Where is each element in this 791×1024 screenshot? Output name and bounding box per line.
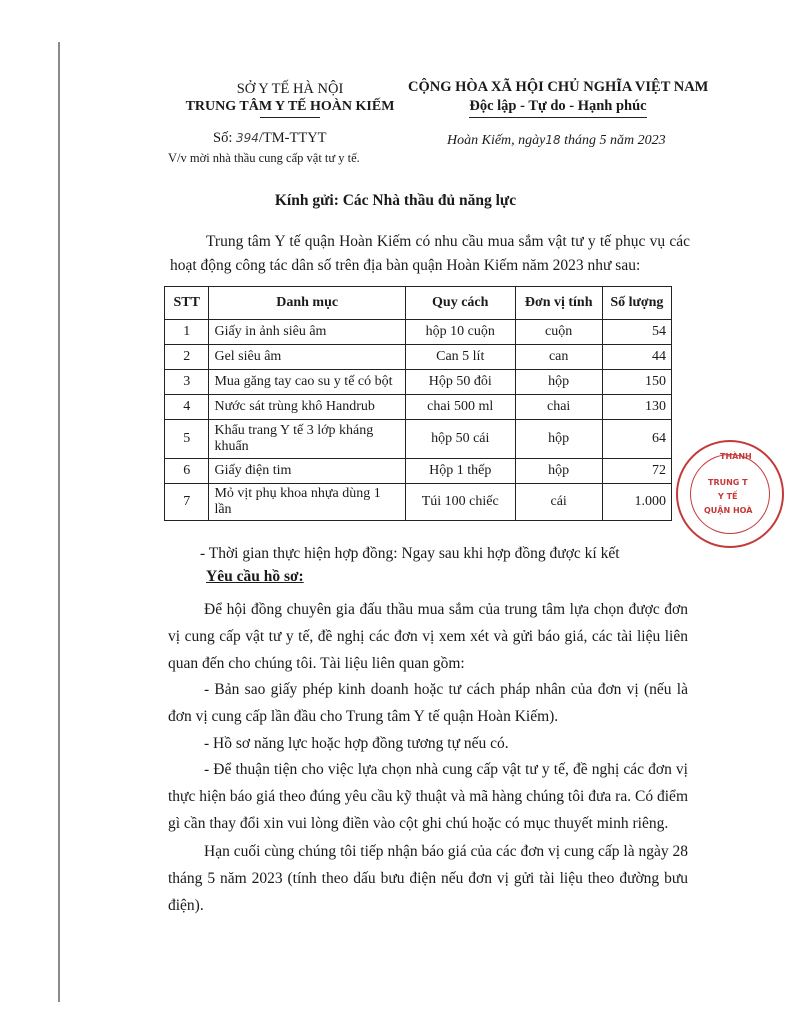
supplies-table (164, 286, 672, 521)
cell-quantity: 54 (602, 320, 671, 345)
col-header-unit: Đơn vị tính (515, 287, 602, 320)
cell-stt: 6 (165, 459, 209, 484)
col-header-item: Danh mục (209, 287, 405, 320)
deadline-paragraph: Hạn cuối cùng chúng tôi tiếp nhận báo giá của các đơn vị cung cấp là ngày 28 tháng 5 năm 2023 (tính theo dấu bưu điện nếu đơn vị gửi tài liệu theo đường bưu điện). (168, 843, 688, 914)
table-header-row (165, 287, 672, 320)
capability-paragraph: - Hồ sơ năng lực hoặc hợp đồng tương tự nếu có. (204, 735, 509, 752)
header-left (170, 80, 410, 118)
cell-item: Giấy in ảnh siêu âm (209, 320, 405, 345)
salutation: Kính gửi: Các Nhà thầu đủ năng lực (274, 192, 517, 209)
date-prefix: Hoàn Kiếm, ngày (447, 133, 546, 148)
cell-unit: cái (515, 484, 602, 521)
cell-unit: chai (515, 395, 602, 420)
date-day-handwritten: 18 (545, 133, 561, 147)
cell-unit: can (515, 345, 602, 370)
cell-item: Mua găng tay cao su y tế có bột (209, 370, 405, 395)
cell-spec: Túi 100 chiếc (405, 484, 515, 521)
cell-stt: 3 (165, 370, 209, 395)
cell-unit: hộp (515, 420, 602, 459)
cell-quantity: 44 (602, 345, 671, 370)
col-header-spec: Quy cách (405, 287, 515, 320)
document-date (447, 133, 666, 149)
license-copy-paragraph: - Bản sao giấy phép kinh doanh hoặc tư cách pháp nhân của đơn vị (nếu là đơn vị cung cấp lần đầu cho Trung tâm Y tế quận Hoàn Kiếm). (168, 681, 688, 725)
contract-time-line: - Thời gian thực hiện hợp đồng: Ngay sau khi hợp đồng được kí kết (200, 545, 620, 562)
table-row (165, 320, 672, 345)
cell-quantity: 64 (602, 420, 671, 459)
cell-quantity: 150 (602, 370, 671, 395)
intro-paragraph: Trung tâm Y tế quận Hoàn Kiếm có nhu cầu mua sắm vật tư y tế phục vụ các hoạt động công tác dân số trên địa bàn quận Hoàn Kiếm năm 2023 như sau: (170, 233, 690, 274)
table-row (165, 459, 672, 484)
cell-unit: hộp (515, 459, 602, 484)
cell-unit: cuộn (515, 320, 602, 345)
stamp-text-line4: QUẬN HOÀ (704, 506, 753, 515)
cell-unit: hộp (515, 370, 602, 395)
country-name: CỘNG HÒA XÃ HỘI CHỦ NGHĨA VIỆT NAM (408, 79, 709, 95)
cell-spec: hộp 10 cuộn (405, 320, 515, 345)
cell-item: Gel siêu âm (209, 345, 405, 370)
table-row (165, 484, 672, 521)
cell-quantity: 130 (602, 395, 671, 420)
cell-stt: 7 (165, 484, 209, 521)
cell-item: Nước sát trùng khô Handrub (209, 395, 405, 420)
agency-name: SỞ Y TẾ HÀ NỘI (236, 81, 344, 97)
requirements-heading: Yêu cầu hồ sơ: (206, 568, 304, 585)
document-subject: V/v mời nhà thầu cung cấp vật tư y tế. (168, 151, 360, 165)
header-right (408, 78, 708, 118)
stamp-text-top: THÀNH (720, 452, 752, 461)
cell-stt: 5 (165, 420, 209, 459)
national-motto: Độc lập - Tự do - Hạnh phúc (469, 97, 646, 118)
cell-quantity: 1.000 (602, 484, 671, 521)
table-row (165, 370, 672, 395)
table-row (165, 420, 672, 459)
table-row (165, 395, 672, 420)
col-header-stt: STT (165, 287, 209, 320)
cell-spec: Can 5 lít (405, 345, 515, 370)
official-seal-stamp (676, 440, 784, 548)
cell-spec: Hộp 1 thếp (405, 459, 515, 484)
center-name: TRUNG TÂM Y TẾ HOÀN KIẾM (185, 99, 395, 114)
cell-quantity: 72 (602, 459, 671, 484)
stamp-text-line2: TRUNG T (708, 478, 748, 487)
stamp-text-line3: Y TẾ (718, 492, 738, 501)
cell-spec: Hộp 50 đôi (405, 370, 515, 395)
requirements-paragraph: Để hội đồng chuyên gia đấu thầu mua sắm của trung tâm lựa chọn được đơn vị cung cấp vật tư y tế, đề nghị các đơn vị xem xét và gửi báo giá, các tài liệu liên quan đến cho chúng tôi. Tài liệu liên quan gồm: (168, 601, 688, 672)
cell-item: Mỏ vịt phụ khoa nhựa dùng 1 lần (209, 484, 405, 521)
document-number (213, 130, 327, 147)
page-edge-line (58, 42, 60, 1002)
cell-stt: 2 (165, 345, 209, 370)
cell-stt: 4 (165, 395, 209, 420)
quotation-paragraph: - Để thuận tiện cho việc lựa chọn nhà cung cấp vật tư y tế, đề nghị các đơn vị thực hiện báo giá theo đúng yêu cầu kỹ thuật và mã hàng chúng tôi đưa ra. Có điểm gì cần thay đổi xin vui lòng điền vào cột ghi chú hoặc có mục thuyết minh riêng. (168, 761, 688, 832)
date-suffix: tháng 5 năm 2023 (564, 133, 666, 148)
cell-spec: chai 500 ml (405, 395, 515, 420)
document-number-prefix: Số: (213, 130, 233, 146)
cell-stt: 1 (165, 320, 209, 345)
header-left-rule (260, 117, 320, 118)
cell-item: Khẩu trang Y tế 3 lớp kháng khuẩn (209, 420, 405, 459)
col-header-quantity: Số lượng (602, 287, 671, 320)
cell-item: Giấy điện tim (209, 459, 405, 484)
table-row (165, 345, 672, 370)
document-number-handwritten: 394 (235, 131, 259, 145)
document-number-suffix: /TM-TTYT (258, 130, 327, 146)
cell-spec: hộp 50 cái (405, 420, 515, 459)
